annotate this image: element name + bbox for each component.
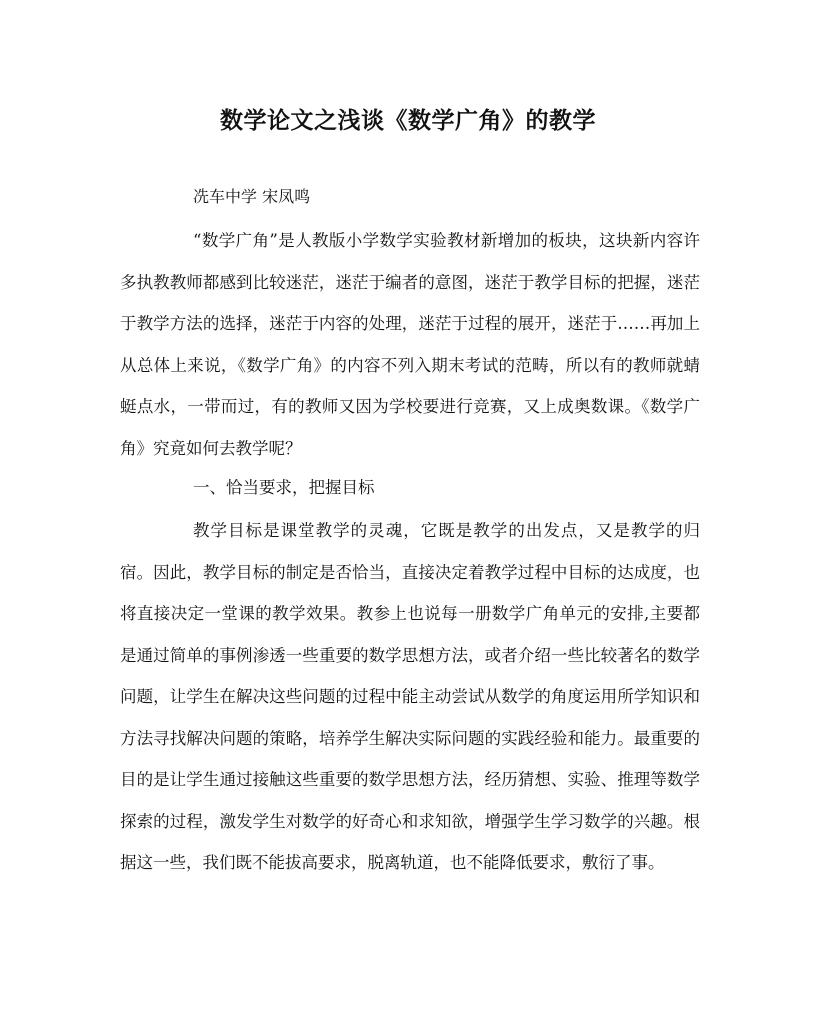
author-line: 冼车中学 宋凤鸣: [193, 187, 311, 206]
section-heading: 一、恰当要求，把握目标: [193, 478, 375, 497]
paragraph-teaching-goals: 教学目标是课堂教学的灵魂，它既是教学的出发点，又是教学的归宿。因此，教学目标的制定是否恰当，直接决定着教学过程中目标的达成度，也将直接决定一堂课的教学效果。教参上也说每一册数学广角单元的安排,主要都是通过简单的事例渗透一些重要的数学思想方法，或者介绍一些比较著名的数学问题，让学生在解决这些问题的过程中能主动尝试从数学的角度运用所学知识和方法寻找解决问题的策略，培养学生解决实际问题的实践经验和能力。最重要的目的是让学生通过接触这些重要的数学思想方法，经历猜想、实验、推理等数学探索的过程，激发学生对数学的好奇心和求知欲，增强学生学习数学的兴趣。根据这一些，我们既不能拔高要求，脱离轨道，也不能降低要求，敷衍了事。: [120, 521, 700, 872]
paragraph-intro: “数学广角”是人教版小学数学实验教材新增加的板块，这块新内容许多执教教师都感到比较迷茫，迷茫于编者的意图，迷茫于教学目标的把握，迷茫于教学方法的选择，迷茫于内容的处理，迷茫于过程的展开，迷茫于……再加上从总体上来说，《数学广角》的内容不列入期末考试的范畴，所以有的教师就蜻蜓点水，一带而过，有的教师又因为学校要进行竞赛，又上成奥数课。《数学广角》究竟如何去教学呢？: [120, 231, 700, 458]
document-title: 数学论文之浅谈《数学广角》的教学: [220, 107, 596, 134]
